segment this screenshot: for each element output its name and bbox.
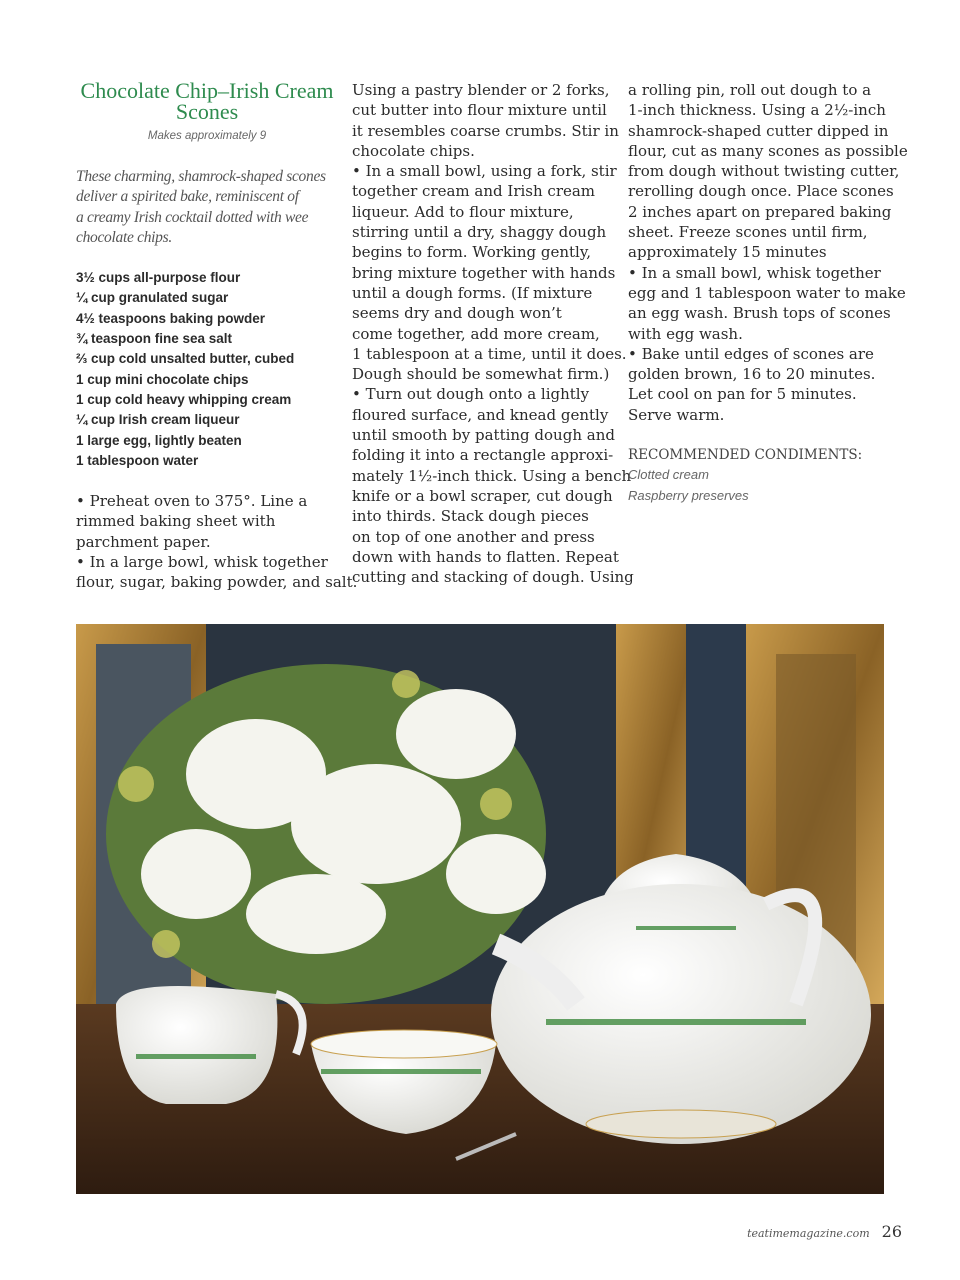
instructions-part-1 <box>76 491 358 592</box>
instruction-line: • Preheat oven to 375°. Line a <box>76 492 308 511</box>
ingredient-item: ⅔ cup cold unsalted butter, cubed <box>76 351 295 367</box>
instruction-line: Serve warm. <box>628 405 725 424</box>
intro-line: deliver a spirited bake, reminiscent of <box>76 188 299 206</box>
instruction-line: together cream and Irish cream <box>352 182 596 201</box>
instruction-line: flour, cut as many scones as possible <box>628 141 908 160</box>
instruction-line: down with hands to flatten. Repeat <box>352 547 619 566</box>
ingredient-item: 1 large egg, lightly beaten <box>76 432 242 448</box>
condiments-list <box>628 465 890 506</box>
instruction-line: liqueur. Add to flour mixture, <box>352 202 574 221</box>
instruction-line: until a dough forms. (If mixture <box>352 283 593 302</box>
instruction-line: shamrock-shaped cutter dipped in <box>628 121 889 140</box>
teapot-flowers-photo <box>76 624 884 1194</box>
instruction-line: golden brown, 16 to 20 minutes. <box>628 365 876 384</box>
website-link[interactable]: teatimemagazine.com <box>747 1227 870 1240</box>
instruction-line: parchment paper. <box>76 532 211 551</box>
instruction-line: floured surface, and knead gently <box>352 405 609 424</box>
instruction-line: knife or a bowl scraper, cut dough <box>352 486 613 505</box>
ingredient-item: ¼ cup granulated sugar <box>76 290 229 306</box>
instruction-line: rimmed baking sheet with <box>76 512 276 531</box>
title-line: Scones <box>175 99 239 124</box>
title-line: Chocolate Chip–Irish Cream <box>80 78 334 103</box>
instructions-part-2 <box>352 80 634 587</box>
instruction-line: until smooth by patting dough and <box>352 426 615 445</box>
instruction-line: mately 1½-inch thick. Using a bench <box>352 466 632 485</box>
instruction-line: 1 tablespoon at a time, until it does. <box>352 344 627 363</box>
ingredient-item: 1 cup mini chocolate chips <box>76 371 249 387</box>
column-1 <box>76 78 358 593</box>
intro-line: These charming, shamrock-shaped scones <box>76 168 326 185</box>
condiment-item: Clotted cream <box>628 467 709 483</box>
instruction-line: with egg wash. <box>628 324 743 343</box>
instruction-line: cutting and stacking of dough. Using <box>352 568 634 587</box>
condiment-item: Raspberry preserves <box>628 487 749 503</box>
instruction-line: bring mixture together with hands <box>352 263 616 282</box>
ingredient-item: ¾ teaspoon fine sea salt <box>76 331 233 347</box>
instruction-line: Dough should be somewhat firm.) <box>352 365 610 384</box>
instruction-line: come together, add more cream, <box>352 324 600 343</box>
recipe-intro <box>76 167 338 248</box>
instruction-line: a rolling pin, roll out dough to a <box>628 81 872 99</box>
instruction-line: approximately 15 minutes <box>628 243 827 262</box>
instruction-line: sheet. Freeze scones until firm, <box>628 223 868 242</box>
instruction-line: it resembles coarse crumbs. Stir in <box>352 121 619 140</box>
column-3 <box>628 80 908 506</box>
ingredient-item: 4½ teaspoons baking powder <box>76 310 266 326</box>
ingredient-item: ¼ cup Irish cream liqueur <box>76 412 240 428</box>
instruction-line: 1-inch thickness. Using a 2½-inch <box>628 101 886 120</box>
ingredient-item: 1 cup cold heavy whipping cream <box>76 391 292 407</box>
instruction-line: 2 inches apart on prepared baking <box>628 202 892 221</box>
instruction-line: • In a small bowl, using a fork, stir <box>352 162 617 181</box>
instruction-line: begins to form. Working gently, <box>352 243 592 262</box>
instruction-line: into thirds. Stack dough pieces <box>352 507 589 526</box>
instruction-line: on top of one another and press <box>352 527 595 546</box>
instruction-line: seems dry and dough won’t <box>352 304 562 323</box>
column-2 <box>352 80 634 587</box>
ingredient-item: 3½ cups all-purpose flour <box>76 270 241 286</box>
instruction-line: from dough without twisting cutter, <box>628 162 900 181</box>
condiments-heading: RECOMMENDED CONDIMENTS: <box>628 447 863 464</box>
instruction-line: folding it into a rectangle approxi- <box>352 446 614 465</box>
ingredient-item: 1 tablespoon water <box>76 452 199 468</box>
instruction-line: chocolate chips. <box>352 141 475 160</box>
instruction-line: Using a pastry blender or 2 forks, <box>352 81 610 99</box>
instruction-line: an egg wash. Brush tops of scones <box>628 304 891 323</box>
page-number: 26 <box>881 1222 902 1241</box>
instruction-line: • In a large bowl, whisk together <box>76 553 328 572</box>
recipe-title <box>76 80 338 122</box>
recipe-yield: Makes approximately 9 <box>147 130 267 142</box>
instruction-line: egg and 1 tablespoon water to make <box>628 283 906 302</box>
page-footer <box>747 1222 902 1241</box>
instruction-line: • In a small bowl, whisk together <box>628 263 881 282</box>
intro-line: chocolate chips. <box>76 228 172 246</box>
instructions-part-3 <box>628 80 908 425</box>
ingredient-list <box>76 268 338 471</box>
instruction-line: • Turn out dough onto a lightly <box>352 385 590 404</box>
instruction-line: stirring until a dry, shaggy dough <box>352 223 607 242</box>
instruction-line: • Bake until edges of scones are <box>628 344 874 363</box>
instruction-line: flour, sugar, baking powder, and salt. <box>76 573 358 592</box>
instruction-line: Let cool on pan for 5 minutes. <box>628 385 857 404</box>
instruction-line: cut butter into flour mixture until <box>352 101 607 120</box>
instruction-line: rerolling dough once. Place scones <box>628 182 894 201</box>
intro-line: a creamy Irish cocktail dotted with wee <box>76 208 309 226</box>
